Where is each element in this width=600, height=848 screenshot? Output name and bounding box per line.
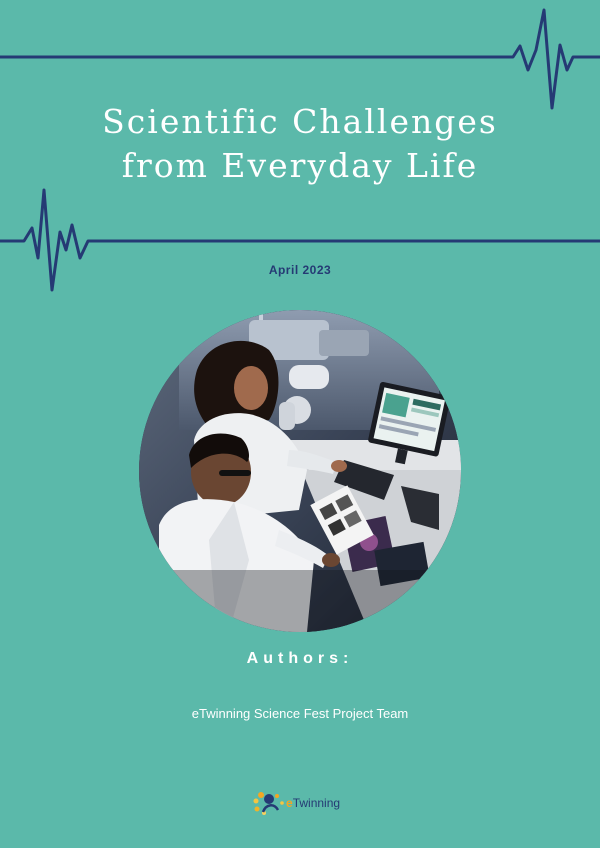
cover-title — [0, 100, 600, 188]
publication-date: April 2023 — [268, 263, 332, 277]
authors-label: Authors: — [246, 650, 354, 667]
etwinning-logo-text-rest: Twinning — [292, 796, 341, 810]
cover-photo — [139, 310, 461, 632]
cover-title-line-2: from Everyday Life — [121, 146, 479, 185]
heartbeat-line-bottom — [0, 180, 600, 300]
etwinning-logo-icon — [252, 790, 286, 816]
etwinning-logo-text-prefix: e — [286, 796, 293, 810]
etwinning-logo-text — [286, 796, 340, 810]
cover-title-line-1: Scientific Challenges — [102, 102, 498, 141]
authors-name: eTwinning Science Fest Project Team — [191, 706, 409, 721]
scientists-lab-illustration — [139, 310, 461, 632]
etwinning-logo — [252, 790, 340, 816]
